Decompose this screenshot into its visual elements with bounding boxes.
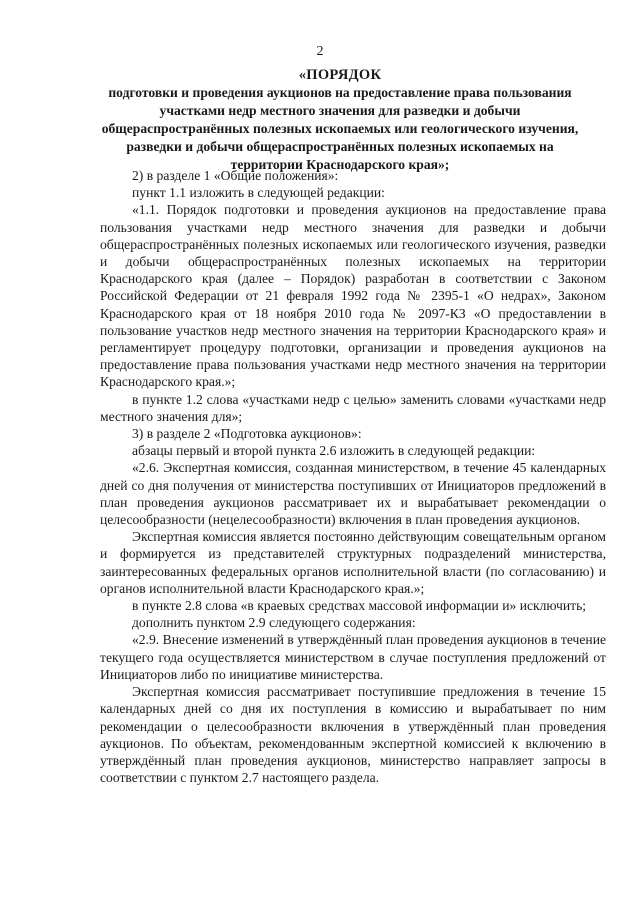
paragraph: «1.1. Порядок подготовки и проведения аукционов на предоставление права пользования участками недр местного значения для разведки и добычи общераспространённых полезных ископаемых или геологического изучения, разведки и добычи общераспространённых полезных ископаемых на территории Краснодарского края (далее – Порядок) разработан в соответствии с Законом Российской Федерации от 21 февраля 1992 года № 2395-1 «О недрах», Законом Краснодарского края от 18 ноября 2010 года № 2097-КЗ «О предоставлении в пользование участков недр местного значения на территории Краснодарского края» и регламентирует процедуру подготовки, организации и проведения аукционов на предоставление права пользования участками недр местного значения на территории Краснодарского края.»; [100, 202, 606, 390]
paragraph: Экспертная комиссия рассматривает поступившие предложения в течение 15 календарных дней со дня их поступления в комиссию и вырабатывает по ним рекомендации о целесообразности включения в утверждённый план проведения аукционов. По объектам, рекомендованным экспертной комиссией к включению в утверждённый план проведения аукционов, министерство направляет запросы в соответствии с пунктом 2.7 настоящего раздела. [100, 684, 606, 786]
document-title [100, 66, 580, 174]
paragraph: «2.9. Внесение изменений в утверждённый план проведения аукционов в течение текущего года осуществляется министерством в случае поступления предложений от Инициаторов либо по инициативе министерства. [100, 632, 606, 682]
title-heading: «ПОРЯДОК [298, 67, 382, 83]
paragraph: Экспертная комиссия является постоянно действующим совещательным органом и формируется из представителей структурных подразделений министерства, заинтересованных федеральных органов исполнительной власти (по согласованию) и органов исполнительной власти Краснодарского края.»; [100, 529, 606, 596]
paragraph: пункт 1.1 изложить в следующей редакции: [132, 185, 385, 201]
paragraph: дополнить пунктом 2.9 следующего содержания: [132, 615, 416, 631]
page-number: 2 [316, 44, 324, 59]
paragraph: 2) в разделе 1 «Общие положения»: [132, 168, 339, 183]
paragraph: в пункте 2.8 слова «в краевых средствах массовой информации и» исключить; [132, 598, 587, 614]
paragraph: в пункте 1.2 слова «участками недр с целью» заменить словами «участками недр местного значения для»; [100, 391, 606, 424]
paragraph: абзацы первый и второй пункта 2.6 изложить в следующей редакции: [132, 443, 536, 459]
paragraph: «2.6. Экспертная комиссия, созданная министерством, в течение 45 календарных дней со дня получения от министерства поступивших от Инициаторов предложений в план проведения аукционов рассматривает их и вырабатывает рекомендации о целесообразности (нецелесообразности) включения в план проведения аукционов. [100, 460, 606, 528]
document-body [100, 167, 606, 786]
title-body: подготовки и проведения аукционов на предоставление права пользования участками недр местного значения для разведки и добычи общераспространённых полезных ископаемых или геологического изучения, разведки и добычи общераспространённых полезных ископаемых на территории Краснодарского края»; [101, 85, 579, 172]
paragraph: 3) в разделе 2 «Подготовка аукционов»: [132, 426, 362, 442]
